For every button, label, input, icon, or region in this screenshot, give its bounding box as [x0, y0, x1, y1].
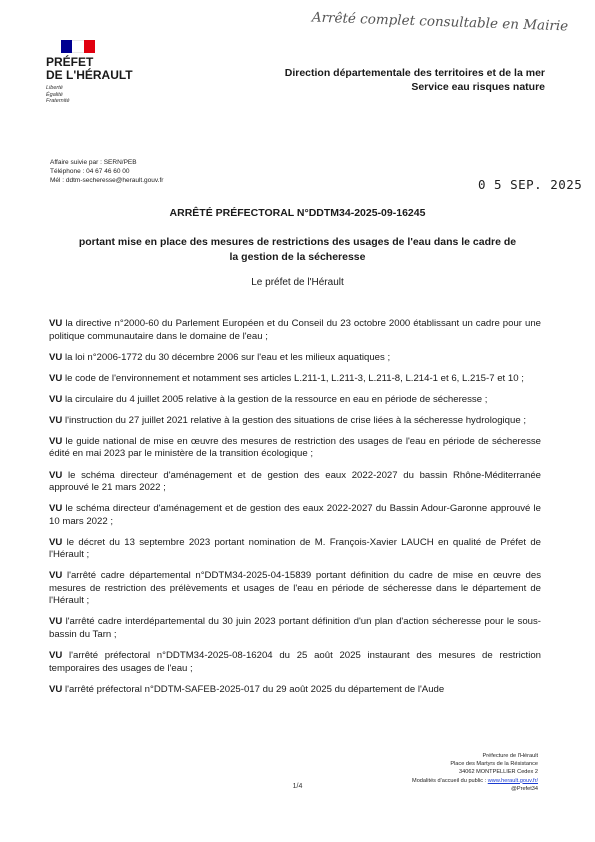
footer-line2: Place des Martyrs de la Résistance: [450, 761, 538, 768]
affaire-line: Affaire suivie par : SERN/PEB: [50, 159, 137, 166]
visa-item: VU l'arrêté préfectoral n°DDTM-SAFEB-2025-017 du 29 août 2025 du département de l'Aude: [49, 683, 445, 695]
prefet-line1: PRÉFET: [46, 55, 94, 69]
french-flag-icon: [61, 40, 95, 53]
website-link[interactable]: www.herault.gouv.fr/: [487, 777, 538, 784]
twitter-handle: @Prefet34: [511, 785, 538, 792]
footer-line1: Préfecture de l'Hérault: [482, 753, 538, 759]
document-subtitle: portant mise en place des mesures de restrictions des usages de l'eau dans le cadre de la gestion de la sécheresse: [78, 236, 517, 263]
visa-item: VU l'arrêté préfectoral n°DDTM34-2025-08-16204 du 25 août 2025 instaurant des mesures de restriction temporaires des usages de l'eau ;: [49, 650, 541, 674]
visa-item: VU le schéma directeur d'aménagement et de gestion des eaux 2022-2027 du Bassin Adour-Garonne approuvé le 10 mars 2022 ;: [49, 503, 541, 527]
prefet-heading: Le préfet de l'Hérault: [251, 277, 344, 288]
visa-item: VU l'arrêté cadre départemental n°DDTM34-2025-04-15839 portant définition du cadre de mise en œuvre des mesures de restriction des prélèvements et usages de l'eau en période de sécheresse dans le département de l'Hérault ;: [49, 570, 541, 607]
prefet-logo: [46, 40, 166, 105]
prefet-line2: DE L'HÉRAULT: [46, 68, 133, 82]
motto-fraternite: Fraternité: [46, 98, 70, 104]
prefet-name: [46, 56, 166, 82]
motto-egalite: Égalité: [46, 91, 63, 98]
motto-liberte: Liberté: [46, 85, 63, 91]
visa-item: VU la loi n°2006-1772 du 30 décembre 2006 sur l'eau et les milieux aquatiques ;: [49, 351, 391, 363]
visas-list: [49, 318, 541, 705]
telephone-line: Téléphone : 04 67 46 60 00: [50, 168, 130, 175]
visa-item: VU le guide national de mise en œuvre des mesures de restriction des usages de l'eau en période de sécheresse édité en mai 2023 par le ministère de la transition écologique ;: [49, 435, 541, 460]
visa-item: VU le décret du 13 septembre 2023 portant nomination de M. François-Xavier LAUCH en qualité de Préfet de l'Hérault ;: [49, 536, 541, 561]
visa-item: VU le code de l'environnement et notamment ses articles L.211-1, L.211-3, L.211-8, L.214-1 et 6, L.215-7 et 10 ;: [49, 372, 524, 384]
visa-item: VU l'instruction du 27 juillet 2021 relative à la gestion des situations de crise liées à la sécheresse hydrologique ;: [49, 414, 526, 426]
direction-name: Direction départementale des territoires et de la mer: [284, 67, 545, 79]
date-stamp: 0 5 SEP. 2025: [478, 177, 583, 192]
email-line: Mél : ddtm-secheresse@herault.gouv.fr: [50, 177, 164, 184]
service-block: [285, 67, 545, 94]
page-number: 1/4: [292, 783, 303, 790]
modalites-label: Modalités d'accueil du public :: [412, 777, 488, 784]
service-name: Service eau risques nature: [411, 80, 545, 93]
republic-motto: [46, 85, 166, 105]
visa-item: VU l'arrêté cadre interdépartemental du 30 juin 2023 portant définition d'un plan d'action sécheresse pour le sous-bassin du Tarn ;: [49, 616, 541, 640]
visa-item: VU la directive n°2000-60 du Parlement Européen et du Conseil du 23 octobre 2000 établissant un cadre pour une politique communautaire dans le domaine de l'eau ;: [49, 318, 541, 342]
visa-item: VU la circulaire du 4 juillet 2005 relative à la gestion de la ressource en eau en période de sécheresse ;: [49, 393, 488, 405]
visa-item: VU le schéma directeur d'aménagement et de gestion des eaux 2022-2027 du bassin Rhône-Méditerranée approuvé le 21 mars 2022 ;: [49, 469, 541, 494]
document-title: ARRÊTÉ PRÉFECTORAL N°DDTM34-2025-09-16245: [169, 207, 426, 219]
footer-line3: 34062 MONTPELLIER Cedex 2: [459, 769, 538, 776]
handwritten-note: Arrêté complet consultable en Mairie: [311, 9, 569, 35]
contact-block: [50, 158, 163, 185]
